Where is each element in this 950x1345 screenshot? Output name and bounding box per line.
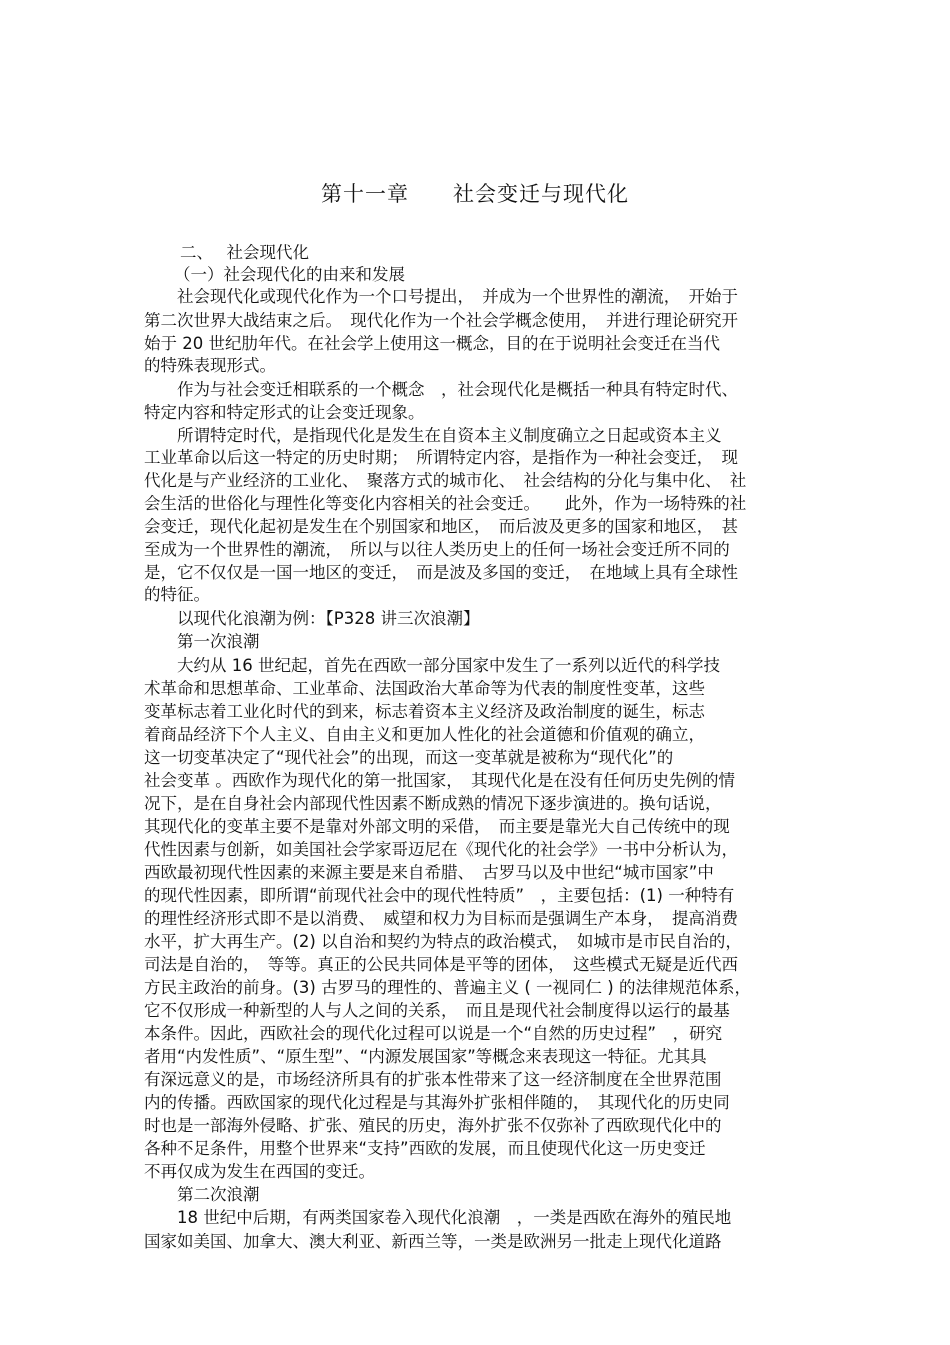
text-line: 18 世纪中后期，有两类国家卷入现代化浪潮 ，一类是西欧在海外的殖民地 — [144, 1208, 732, 1227]
text-line: （一）社会现代化的由来和发展 — [174, 265, 405, 284]
text-line: 作为与社会变迁相联系的一个概念 ，社会现代化是概括一种具有特定时代、 — [144, 380, 738, 399]
text-line: 会生活的世俗化与理性化等变化内容相关的社会变迁。 此外，作为一场特殊的社 — [144, 494, 747, 513]
text-line: 特定内容和特定形式的让会变迁现象。 — [144, 403, 425, 422]
text-line: 其现代化的变革主要不是靠对外部文明的采借， 而主要是靠光大自己传统中的现 — [144, 817, 730, 836]
text-line: 代化是与产业经济的工业化、 聚落方式的城市化、 社会结构的分化与集中化、 社 — [144, 471, 747, 490]
text-line: 大约从 16 世纪起，首先在西欧一部分国家中发生了一系列以近代的科学技 — [144, 656, 720, 675]
chapter-title: 第十一章 社会变迁与现代化 — [321, 182, 629, 206]
text-line: 二、 社会现代化 — [180, 243, 309, 262]
text-line: 工业革命以后这一特定的历史时期； 所谓特定内容，是指作为一种社会变迁， 现 — [144, 448, 738, 467]
text-line: 这一切变革决定了“现代社会”的出现，而这一变革就是被称为“现代化”的 — [144, 748, 674, 767]
text-line: 的理性经济形式即不是以消费、 威望和权力为目标而是强调生产本身， 提高消费 — [144, 909, 738, 928]
text-line: 内的传播。西欧国家的现代化过程是与其海外扩张相伴随的， 其现代化的历史同 — [144, 1093, 730, 1112]
text-line: 本条件。因此，西欧社会的现代化过程可以说是一个“自然的历史过程” ，研究 — [144, 1024, 723, 1043]
text-line: 者用“内发性质”、“原生型”、“内源发展国家”等概念来表现这一特征。尤其具 — [144, 1047, 707, 1066]
text-line: 不再仅成为发生在西国的变迁。 — [144, 1162, 375, 1181]
text-line: 方民主政治的前身。(3) 古罗马的理性的、普遍主义 ( 一视同仁 ) 的法律规范体系， — [144, 978, 751, 997]
text-line: 水平，扩大再生产。(2) 以自治和契约为特点的政治模式， 如城市是市民自治的， — [144, 932, 742, 951]
text-line: 社会现代化或现代化作为一个口号提出， 并成为一个世界性的潮流， 开始于 — [144, 287, 738, 306]
text-line: 有深远意义的是，市场经济所具有的扩张本性带来了这一经济制度在全世界范围 — [144, 1070, 722, 1089]
text-line: 术革命和思想革命、工业革命、法国政治大革命等为代表的制度性变革，这些 — [144, 679, 705, 698]
text-line: 着商品经济下个人主义、自由主义和更加人性化的社会道德和价值观的确立， — [144, 725, 705, 744]
text-line: 时也是一部海外侵略、扩张、殖民的历史，海外扩张不仅弥补了西欧现代化中的 — [144, 1116, 722, 1135]
text-line: 的特殊表现形式。 — [144, 356, 276, 375]
text-line: 代性因素与创新，如美国社会学家哥迈尼在《现代化的社会学》一书中分析认为， — [144, 840, 738, 859]
text-line: 国家如美国、加拿大、澳大利亚、新西兰等，一类是欧洲另一批走上现代化道路 — [144, 1232, 722, 1251]
text-line: 司法是自治的， 等等。真正的公民共同体是平等的团体， 这些模式无疑是近代西 — [144, 955, 738, 974]
text-line: 社会变革 。西欧作为现代化的第一批国家， 其现代化是在没有任何历史先例的情 — [144, 771, 735, 790]
text-line: 第二次世界大战结束之后。 现代化作为一个社会学概念使用， 并进行理论研究开 — [144, 311, 738, 330]
text-line: 它不仅形成一种新型的人与人之间的关系， 而且是现代社会制度得以运行的最基 — [144, 1001, 730, 1020]
text-line: 变革标志着工业化时代的到来，标志着资本主义经济及政治制度的诞生，标志 — [144, 702, 705, 721]
text-line: 第二次浪潮 — [144, 1185, 260, 1204]
text-line: 各种不足条件，用整个世界来“支持”西欧的发展，而且使现代化这一历史变迁 — [144, 1139, 706, 1158]
text-line: 的现代性因素，即所谓“前现代社会中的现代性特质” ，主要包括：(1) 一种特有 — [144, 886, 735, 905]
text-line: 是，它不仅仅是一国一地区的变迁， 而是波及多国的变迁， 在地域上具有全球性 — [144, 563, 738, 582]
text-line: 所谓特定时代，是指现代化是发生在自资本主义制度确立之日起或资本主义 — [144, 426, 722, 445]
text-line: 第一次浪潮 — [144, 632, 260, 651]
text-line: 以现代化浪潮为例：【P328 讲三次浪潮】 — [144, 609, 480, 628]
text-line: 至成为一个世界性的潮流， 所以与以往人类历史上的任何一场社会变迁所不同的 — [144, 540, 730, 559]
text-line: 况下，是在自身社会内部现代性因素不断成熟的情况下逐步演进的。换句话说， — [144, 794, 722, 813]
text-line: 的特征。 — [144, 585, 210, 604]
text-line: 始于 20 世纪肋年代。在社会学上使用这一概念，目的在于说明社会变迁在当代 — [144, 334, 720, 353]
text-line: 西欧最初现代性因素的来源主要是来自希腊、 古罗马以及中世纪“城市国家”中 — [144, 863, 714, 882]
text-line: 会变迁，现代化起初是发生在个别国家和地区， 而后波及更多的国家和地区， 甚 — [144, 517, 738, 536]
